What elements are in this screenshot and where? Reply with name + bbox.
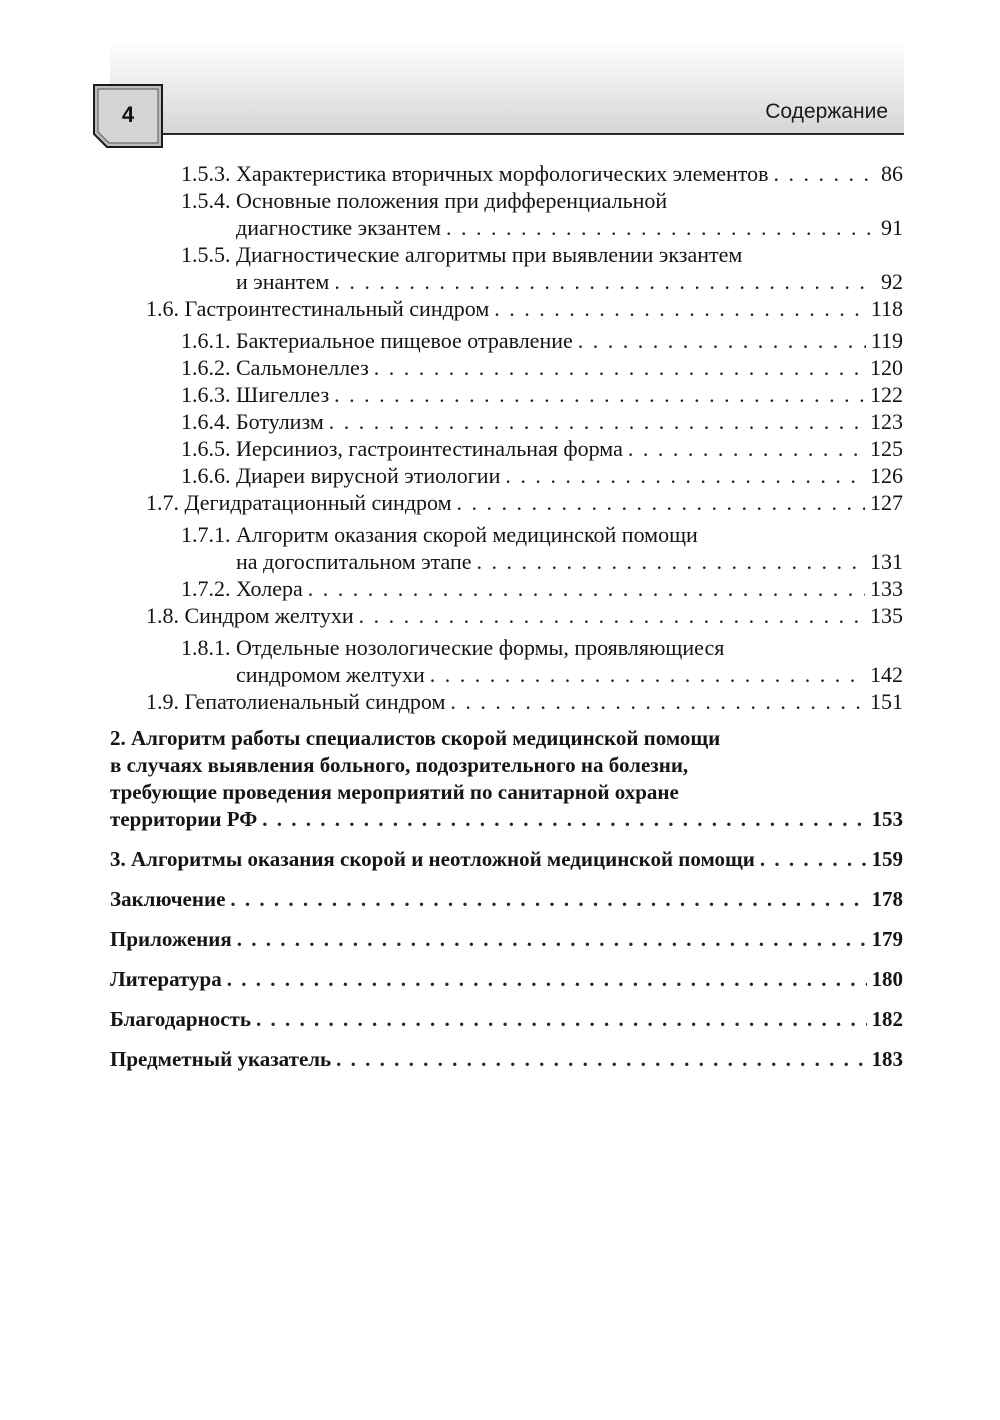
dot-leader (237, 926, 867, 953)
entry-page: 119 (870, 328, 903, 353)
entry-title: Диагностические алгоритмы при выявлении экзантем (236, 242, 743, 267)
entry-number: 1.7.1. (181, 522, 231, 547)
entry-page: 125 (870, 436, 903, 461)
dot-leader (308, 575, 865, 602)
toc-chapter-3[interactable] (110, 846, 903, 873)
chapter-title-line: в случаях выявления больного, подозрительного на болезни, (110, 753, 689, 777)
toc-chapter-2[interactable] (110, 725, 903, 833)
chapter-title: 3. Алгоритмы оказания скорой и неотложной медицинской помощи (110, 847, 755, 871)
dot-leader (262, 806, 866, 833)
dot-leader (505, 462, 865, 489)
chapter-title-line: территории РФ (110, 807, 258, 831)
entry-title: Гастроинтестинальный синдром (184, 296, 490, 321)
entry-number: 1.5.3. (181, 161, 231, 186)
entry-title: Сальмонеллез (236, 355, 369, 380)
toc-entry-1-8[interactable] (110, 602, 903, 629)
toc-entry-1-7-1[interactable] (110, 521, 903, 548)
dot-leader (578, 327, 866, 354)
chapter-title: Благодарность (110, 1007, 251, 1031)
toc-entry-1-5-3[interactable] (110, 160, 903, 187)
entry-page: 120 (870, 355, 903, 380)
chapter-title: Приложения (110, 927, 232, 951)
toc-thanks[interactable] (110, 1006, 903, 1033)
entry-page: 133 (870, 576, 903, 601)
entry-title: Отдельные нозологические формы, проявляющиеся (236, 635, 725, 660)
dot-leader (256, 1006, 867, 1033)
dot-leader (334, 268, 876, 295)
entry-page: 135 (870, 603, 903, 628)
entry-number: 1.8. (146, 603, 179, 628)
dot-leader (336, 1046, 866, 1073)
entry-page: 123 (870, 409, 903, 434)
toc-entry-1-5-5-cont[interactable] (110, 268, 903, 295)
entry-number: 1.5.5. (181, 242, 231, 267)
entry-number: 1.9. (146, 689, 179, 714)
toc-entry-1-5-4-cont[interactable] (110, 214, 903, 241)
toc-entry-1-5-4[interactable] (110, 187, 903, 214)
toc-appendices[interactable] (110, 926, 903, 953)
chapter-title-line: требующие проведения мероприятий по санитарной охране (110, 780, 679, 804)
toc-entry-1-6[interactable] (110, 295, 903, 322)
toc-entry-1-8-1[interactable] (110, 634, 903, 661)
entry-page: 178 (871, 887, 903, 911)
chapter-title-line: 2. Алгоритм работы специалистов скорой медицинской помощи (110, 726, 721, 750)
dot-leader (230, 886, 866, 913)
entry-number: 1.7. (146, 490, 179, 515)
dot-leader (477, 548, 865, 575)
entry-page: 122 (870, 382, 903, 407)
entry-title: Иерсиниоз, гастроинтестинальная форма (236, 436, 623, 461)
running-title: Содержание (765, 100, 888, 123)
dot-leader (359, 602, 865, 629)
entry-page: 179 (871, 927, 903, 951)
entry-title: Характеристика вторичных морфологических элементов (236, 161, 769, 186)
page-number: 4 (121, 102, 135, 127)
entry-page: 86 (881, 161, 903, 186)
entry-number: 1.6.3. (181, 382, 231, 407)
toc-entry-1-7-1-cont[interactable] (110, 548, 903, 575)
dot-leader (760, 846, 867, 873)
chapter-title: Заключение (110, 887, 226, 911)
entry-title-cont: и энантем (236, 269, 330, 294)
entry-title: Ботулизм (236, 409, 324, 434)
toc-entry-1-8-1-cont[interactable] (110, 661, 903, 688)
entry-number: 1.6.5. (181, 436, 231, 461)
toc-entry-1-6-1[interactable] (110, 327, 903, 354)
entry-title-cont: на догоспитальном этапе (236, 549, 472, 574)
dot-leader (334, 381, 865, 408)
entry-page: 183 (871, 1047, 903, 1071)
entry-number: 1.6.4. (181, 409, 231, 434)
toc-entry-1-7-2[interactable] (110, 575, 903, 602)
entry-title: Дегидратационный синдром (184, 490, 452, 515)
dot-leader (457, 489, 865, 516)
toc-literature[interactable] (110, 966, 903, 993)
toc-index[interactable] (110, 1046, 903, 1073)
entry-page: 91 (881, 215, 903, 240)
entry-number: 1.5.4. (181, 188, 231, 213)
entry-page: 159 (871, 847, 903, 871)
dot-leader (430, 661, 865, 688)
entry-page: 131 (870, 549, 903, 574)
table-of-contents (110, 160, 903, 1073)
entry-title: Шигеллез (236, 382, 330, 407)
entry-number: 1.7.2. (181, 576, 231, 601)
entry-page: 126 (870, 463, 903, 488)
toc-entry-1-6-2[interactable] (110, 354, 903, 381)
dot-leader (628, 435, 865, 462)
entry-title: Основные положения при дифференциальной (236, 188, 668, 213)
dot-leader (446, 214, 876, 241)
entry-number: 1.6.2. (181, 355, 231, 380)
entry-title-cont: синдромом желтухи (236, 662, 425, 687)
toc-conclusion[interactable] (110, 886, 903, 913)
dot-leader (494, 295, 866, 322)
dot-leader (227, 966, 867, 993)
toc-entry-1-6-4[interactable] (110, 408, 903, 435)
entry-title-cont: диагностике экзантем (236, 215, 442, 240)
entry-page: 92 (881, 269, 903, 294)
entry-page: 180 (871, 967, 903, 991)
entry-number: 1.6. (146, 296, 179, 321)
toc-entry-1-6-3[interactable] (110, 381, 903, 408)
entry-page: 182 (871, 1007, 903, 1031)
entry-title: Холера (236, 576, 303, 601)
toc-entry-1-7[interactable] (110, 489, 903, 516)
dot-leader (450, 688, 865, 715)
toc-entry-1-6-6[interactable] (110, 462, 903, 489)
dot-leader (774, 160, 876, 187)
chapter-title: Литература (110, 967, 222, 991)
toc-entry-1-6-5[interactable] (110, 435, 903, 462)
entry-page: 118 (870, 296, 903, 321)
entry-page: 153 (871, 807, 903, 831)
entry-title: Алгоритм оказания скорой медицинской помощи (236, 522, 698, 547)
entry-title: Бактериальное пищевое отравление (236, 328, 573, 353)
page-number-tab (93, 84, 163, 148)
entry-title: Гепатолиенальный синдром (184, 689, 446, 714)
entry-title: Диареи вирусной этиологии (236, 463, 501, 488)
entry-number: 1.8.1. (181, 635, 231, 660)
entry-title: Синдром желтухи (184, 603, 354, 628)
dot-leader (329, 408, 865, 435)
toc-entry-1-5-5[interactable] (110, 241, 903, 268)
entry-page: 151 (870, 689, 903, 714)
entry-number: 1.6.1. (181, 328, 231, 353)
dot-leader (374, 354, 865, 381)
entry-number: 1.6.6. (181, 463, 231, 488)
entry-page: 142 (870, 662, 903, 687)
entry-page: 127 (870, 490, 903, 515)
toc-entry-1-9[interactable] (110, 688, 903, 715)
chapter-title: Предметный указатель (110, 1047, 332, 1071)
